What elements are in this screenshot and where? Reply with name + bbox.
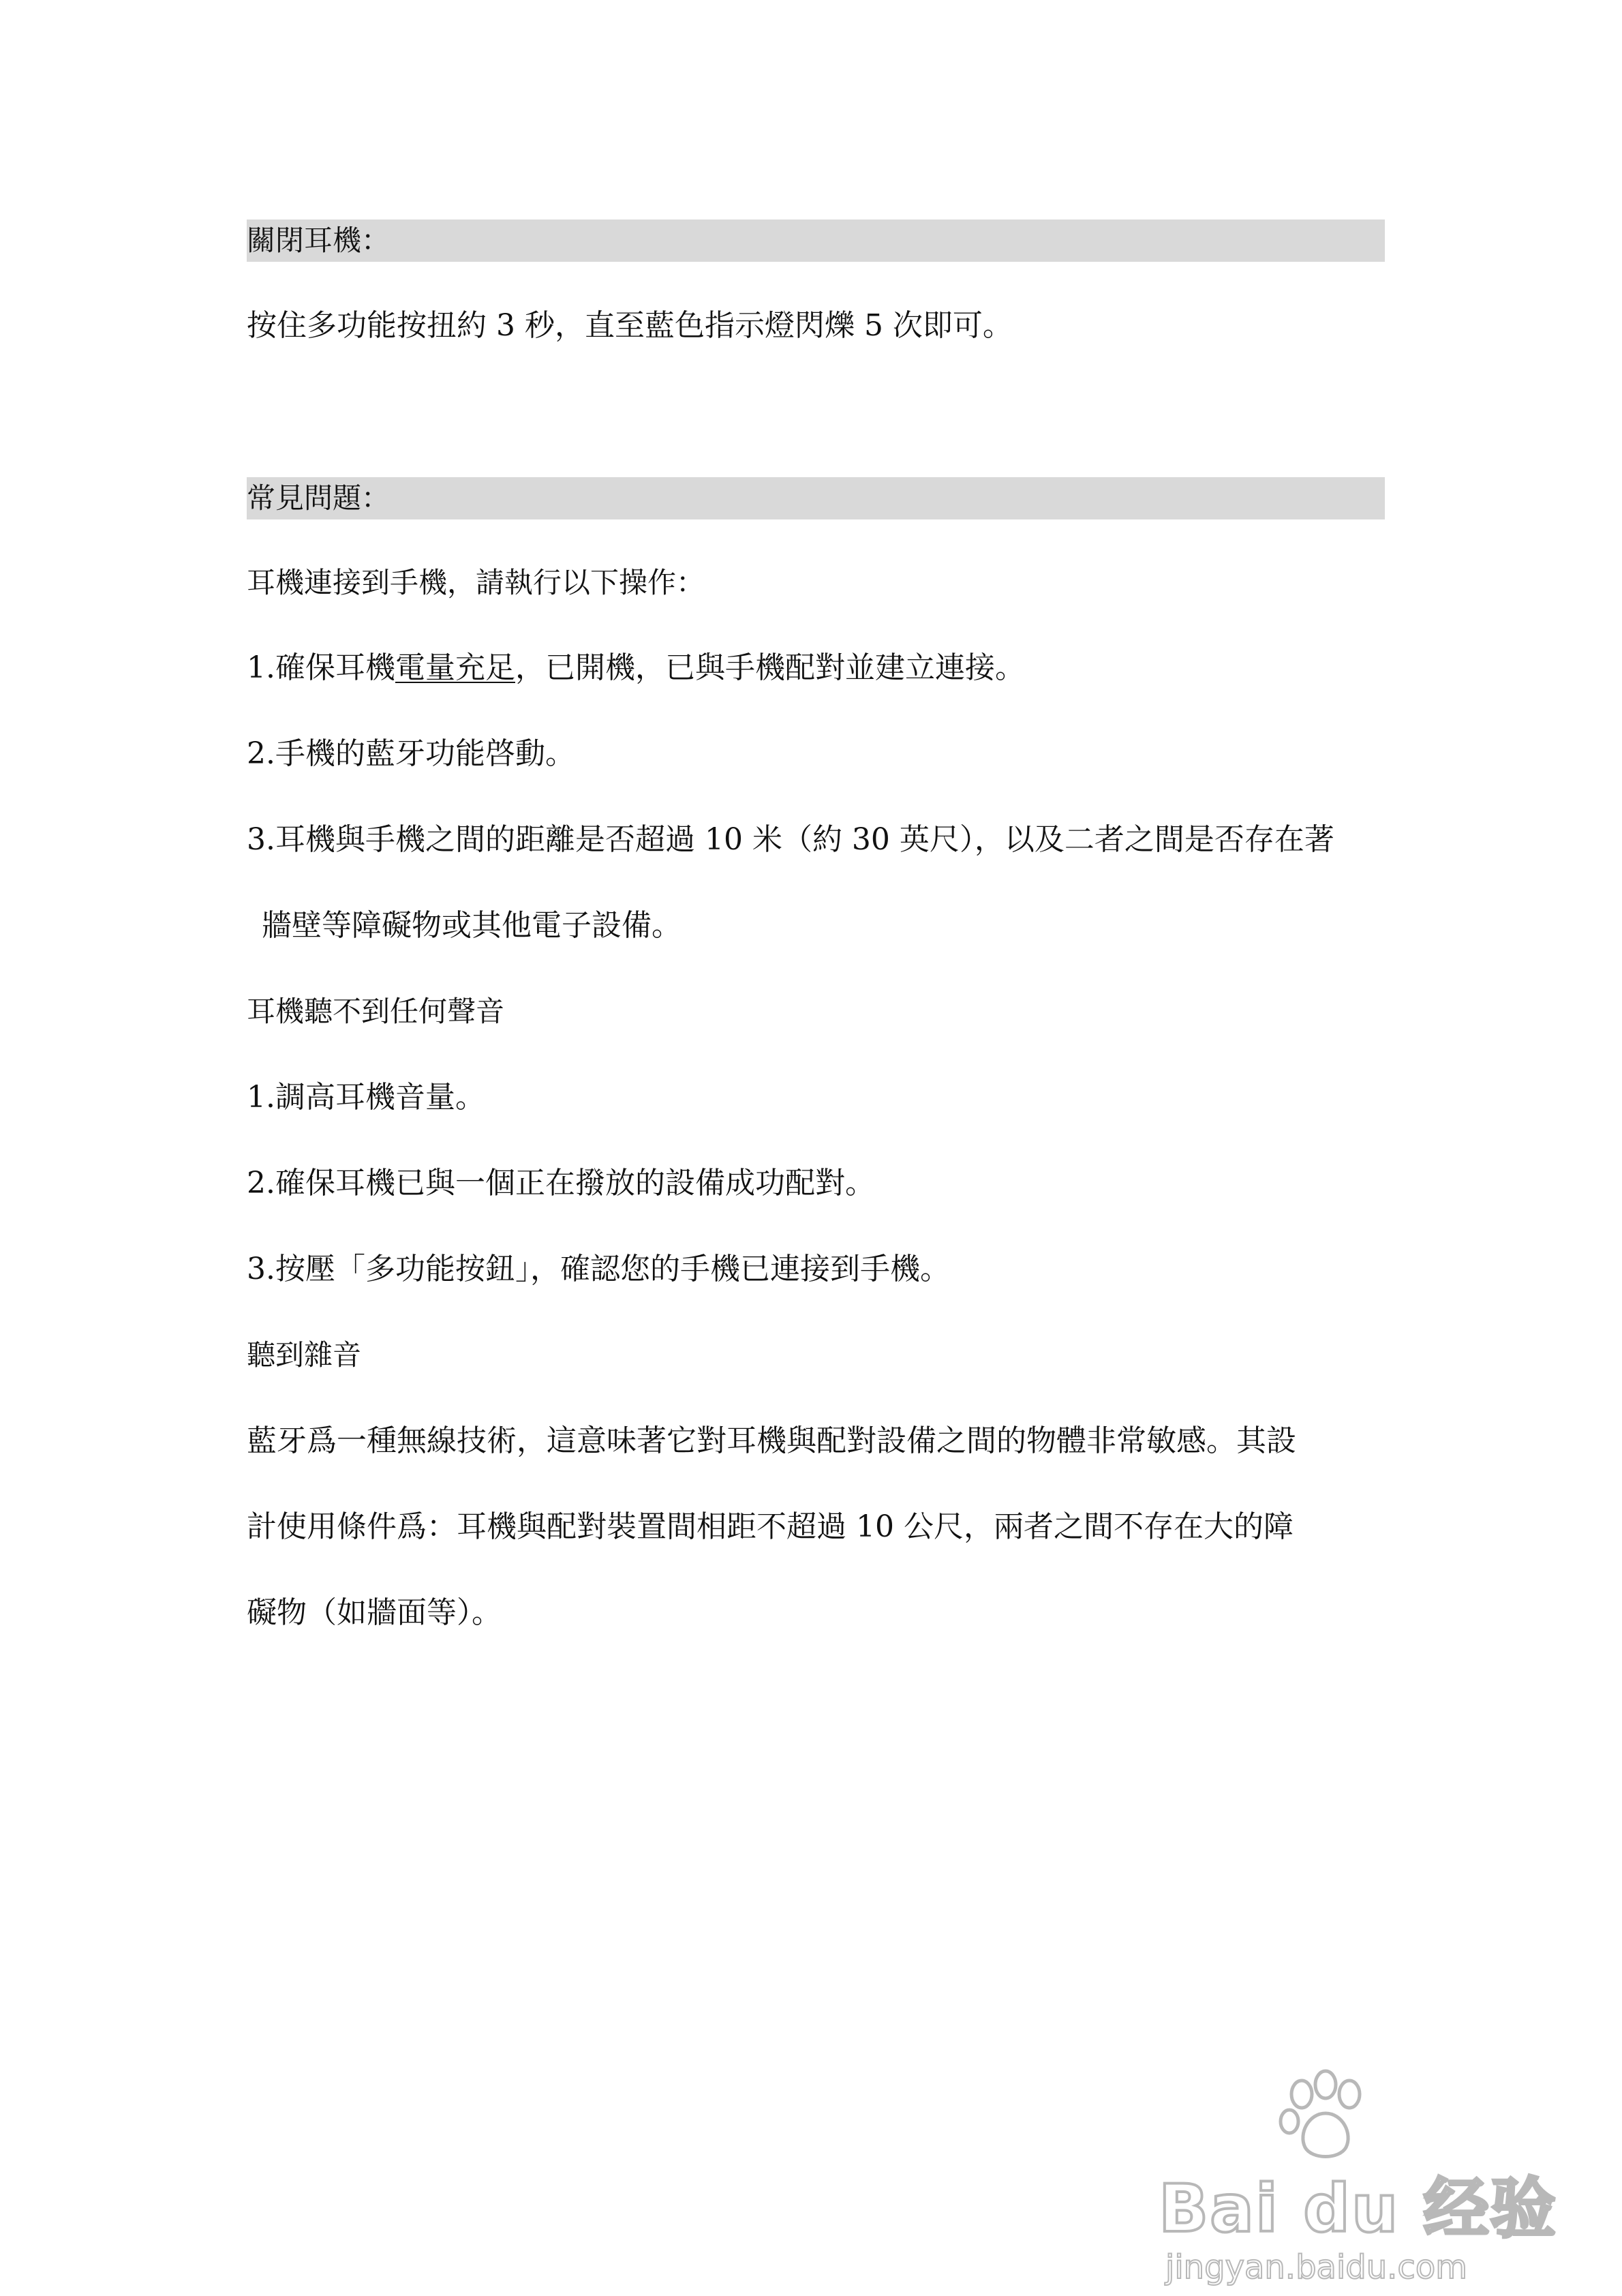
baidu-jingyan-watermark (1152, 2066, 1557, 2286)
watermark-brand: Bai du 经验 (1159, 2171, 1557, 2247)
faq-connect-item-1-underlined: 電量充足 (395, 650, 515, 685)
faq-no-sound-item-2: 2.確保耳機已與一個正在撥放的設備成功配對。 (247, 1166, 875, 1200)
watermark-url: jingyan.baidu.com (1165, 2248, 1467, 2286)
faq-connect-item-1-pre: 1.確保耳機 (247, 650, 395, 685)
paw-icon (1274, 2066, 1377, 2168)
section-heading-bar (247, 220, 1385, 262)
faq-connect-item-2: 2.手機的藍牙功能啓動。 (247, 736, 575, 771)
power-off-instructions: 按住多功能按扭約 3 秒，直至藍色指示燈閃爍 5 次即可。 (247, 308, 1013, 343)
section-heading-faq: 常見問題： (247, 481, 391, 515)
faq-question-connect: 耳機連接到手機，請執行以下操作： (247, 566, 705, 599)
faq-noise-line-1: 藍牙爲一種無線技術，這意味著它對耳機與配對設備之間的物體非常敏感。其設 (247, 1423, 1296, 1458)
faq-noise-line-2: 計使用條件爲：耳機與配對裝置間相距不超過 10 公尺，兩者之間不存在大的障 (247, 1509, 1294, 1544)
faq-noise-line-3: 礙物（如牆面等）。 (247, 1595, 502, 1630)
faq-connect-item-1-post: ，已開機，已與手機配對並建立連接。 (515, 650, 1025, 685)
faq-question-noise: 聽到雜音 (247, 1338, 362, 1372)
section-heading-power-off: 關閉耳機： (247, 224, 391, 257)
faq-connect-item-1 (247, 648, 1025, 689)
faq-question-no-sound: 耳機聽不到任何聲音 (247, 995, 505, 1028)
faq-no-sound-item-1: 1.調高耳機音量。 (247, 1080, 485, 1115)
section-heading-bar (247, 477, 1385, 519)
faq-connect-item-3-line-2: 牆壁等障礙物或其他電子設備。 (262, 908, 682, 943)
faq-connect-item-3-line-1: 3.耳機與手機之間的距離是否超過 10 米（約 30 英尺），以及二者之間是否存在著 (247, 822, 1334, 857)
faq-no-sound-item-3: 3.按壓「多功能按鈕」，確認您的手機已連接到手機。 (247, 1252, 950, 1286)
